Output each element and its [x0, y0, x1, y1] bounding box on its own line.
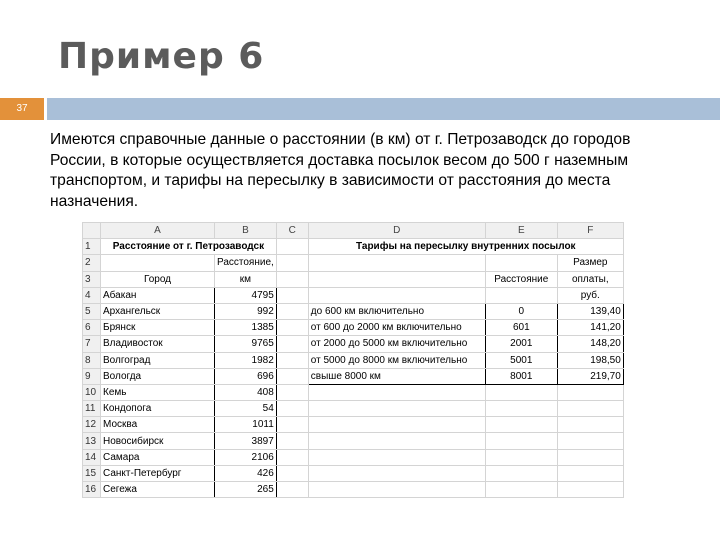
title-divider-bar: [47, 98, 720, 120]
cell[interactable]: [276, 465, 308, 481]
cell[interactable]: [276, 320, 308, 336]
cell[interactable]: [276, 239, 308, 255]
cell-city[interactable]: Новосибирск: [101, 433, 215, 449]
row-header-1[interactable]: 1: [83, 239, 101, 255]
table-row: [83, 271, 624, 287]
row-header-13[interactable]: 13: [83, 433, 101, 449]
cell-tariff-label[interactable]: от 600 до 2000 км включительно: [308, 320, 485, 336]
cell-tariff-price[interactable]: 148,20: [557, 336, 623, 352]
cell-city[interactable]: Самара: [101, 449, 215, 465]
cell[interactable]: [276, 303, 308, 319]
row-header-15[interactable]: 15: [83, 465, 101, 481]
cell-tariff-distance[interactable]: [485, 465, 557, 481]
cell-tariff-label[interactable]: от 2000 до 5000 км включительно: [308, 336, 485, 352]
row-header-9[interactable]: 9: [83, 368, 101, 384]
cell-km[interactable]: 408: [215, 384, 277, 400]
column-header-B[interactable]: B: [215, 223, 277, 239]
cell-city[interactable]: Кемь: [101, 384, 215, 400]
table-row: [83, 401, 624, 417]
cell-tariff-price[interactable]: [557, 465, 623, 481]
cell-km[interactable]: 9765: [215, 336, 277, 352]
cell-km[interactable]: 1011: [215, 417, 277, 433]
cell-tariff-label[interactable]: [308, 433, 485, 449]
cell-tariff-label[interactable]: свыше 8000 км: [308, 368, 485, 384]
table-row: [83, 352, 624, 368]
cell-tariff-price[interactable]: [557, 433, 623, 449]
row-header-2[interactable]: 2: [83, 255, 101, 271]
cell-km[interactable]: 992: [215, 303, 277, 319]
table-row: [83, 368, 624, 384]
cell-city[interactable]: Сегежа: [101, 482, 215, 498]
cell-tariff-distance[interactable]: 5001: [485, 352, 557, 368]
cell[interactable]: [276, 352, 308, 368]
cell[interactable]: [276, 449, 308, 465]
cell-km[interactable]: 2106: [215, 449, 277, 465]
slide-number: 37: [0, 98, 44, 120]
cell-city[interactable]: Москва: [101, 417, 215, 433]
cell-col-price[interactable]: Размер: [557, 255, 623, 271]
cell-tariff-distance[interactable]: [485, 287, 557, 303]
column-header-C[interactable]: C: [276, 223, 308, 239]
cell-city[interactable]: Кондопога: [101, 401, 215, 417]
column-header-D[interactable]: D: [308, 223, 485, 239]
cell-km[interactable]: 265: [215, 482, 277, 498]
row-header-8[interactable]: 8: [83, 352, 101, 368]
spreadsheet: [82, 222, 630, 500]
cell-km[interactable]: 1385: [215, 320, 277, 336]
cell-tariff-label[interactable]: [308, 401, 485, 417]
column-header-A[interactable]: A: [101, 223, 215, 239]
table-row: [83, 303, 624, 319]
cell-city[interactable]: Владивосток: [101, 336, 215, 352]
cell[interactable]: [308, 271, 485, 287]
column-header-F[interactable]: F: [557, 223, 623, 239]
cell-tariff-label[interactable]: [308, 384, 485, 400]
cell-header-distance[interactable]: Расстояние от г. Петрозаводск: [101, 239, 277, 255]
cell-tariff-distance[interactable]: [485, 449, 557, 465]
cell[interactable]: [276, 271, 308, 287]
cell-col-city[interactable]: Город: [101, 271, 215, 287]
table-row: [83, 336, 624, 352]
cell-col-distance[interactable]: Расстояние,: [215, 255, 277, 271]
cell-tariff-distance[interactable]: [485, 417, 557, 433]
table-row: [83, 255, 624, 271]
row-header-6[interactable]: 6: [83, 320, 101, 336]
table-row: [83, 239, 624, 255]
cell-tariff-label[interactable]: [308, 287, 485, 303]
cell-tariff-distance[interactable]: [485, 384, 557, 400]
cell-tariff-label[interactable]: до 600 км включительно: [308, 303, 485, 319]
cell-tariff-price[interactable]: руб.: [557, 287, 623, 303]
cell[interactable]: [276, 384, 308, 400]
row-header-14[interactable]: 14: [83, 449, 101, 465]
cell-tariff-price[interactable]: 198,50: [557, 352, 623, 368]
cell-city[interactable]: Вологда: [101, 368, 215, 384]
cell-tariff-distance[interactable]: [485, 482, 557, 498]
row-header-12[interactable]: 12: [83, 417, 101, 433]
cell-tariff-label[interactable]: от 5000 до 8000 км включительно: [308, 352, 485, 368]
row-header-4[interactable]: 4: [83, 287, 101, 303]
slide-body-text: Имеются справочные данные о расстоянии (в км) от г. Петрозаводск до городов России, в которые осуществляется доставка посылок весом до 500 г наземным транспортом, и тарифы на пересылку в зависимости от расстояния до места назначения.: [50, 131, 631, 210]
cell-col-price-2[interactable]: оплаты,: [557, 271, 623, 287]
row-header-5[interactable]: 5: [83, 303, 101, 319]
slide-title: Пример 6: [58, 36, 265, 77]
select-all-corner[interactable]: [83, 223, 101, 239]
row-header-10[interactable]: 10: [83, 384, 101, 400]
cell[interactable]: [276, 336, 308, 352]
cell-tariff-price[interactable]: [557, 449, 623, 465]
table-row: [83, 482, 624, 498]
cell-km[interactable]: 426: [215, 465, 277, 481]
cell[interactable]: [276, 368, 308, 384]
cell-tariff-distance[interactable]: 0: [485, 303, 557, 319]
cell-city[interactable]: Санкт-Петербург: [101, 465, 215, 481]
cell-km[interactable]: 696: [215, 368, 277, 384]
cell-tariff-price[interactable]: 141,20: [557, 320, 623, 336]
cell-tariff-price[interactable]: 219,70: [557, 368, 623, 384]
cell-city[interactable]: Волгоград: [101, 352, 215, 368]
cell-km[interactable]: 4795: [215, 287, 277, 303]
table-row: [83, 465, 624, 481]
cell-km[interactable]: 1982: [215, 352, 277, 368]
cell[interactable]: [276, 401, 308, 417]
table-row: [83, 417, 624, 433]
table-row: [83, 384, 624, 400]
row-header-11[interactable]: 11: [83, 401, 101, 417]
cell-tariff-label[interactable]: [308, 417, 485, 433]
cell-tariff-price[interactable]: [557, 417, 623, 433]
cell-km[interactable]: 54: [215, 401, 277, 417]
row-header-3[interactable]: 3: [83, 271, 101, 287]
cell-tariff-label[interactable]: [308, 465, 485, 481]
cell[interactable]: [101, 255, 215, 271]
cell-tariff-label[interactable]: [308, 482, 485, 498]
row-header-16[interactable]: 16: [83, 482, 101, 498]
cell[interactable]: [308, 255, 485, 271]
column-header-row: [83, 223, 624, 239]
cell-km[interactable]: 3897: [215, 433, 277, 449]
cell-tariff-price[interactable]: [557, 482, 623, 498]
cell[interactable]: [276, 482, 308, 498]
cell-tariff-distance[interactable]: 8001: [485, 368, 557, 384]
cell[interactable]: [276, 417, 308, 433]
cell-city[interactable]: Архангельск: [101, 303, 215, 319]
table-row: [83, 433, 624, 449]
cell-tariff-distance[interactable]: 601: [485, 320, 557, 336]
table-row: [83, 320, 624, 336]
cell-tariff-price[interactable]: [557, 384, 623, 400]
cell-city[interactable]: Брянск: [101, 320, 215, 336]
cell[interactable]: [276, 255, 308, 271]
cell-tariff-price[interactable]: [557, 401, 623, 417]
cell[interactable]: [276, 287, 308, 303]
spreadsheet-grid: [82, 222, 624, 498]
table-row: [83, 287, 624, 303]
cell-col-e-distance[interactable]: Расстояние: [485, 271, 557, 287]
cell-tariff-distance[interactable]: [485, 401, 557, 417]
cell-tariff-distance[interactable]: 2001: [485, 336, 557, 352]
cell-header-tariffs[interactable]: Тарифы на пересылку внутренних посылок: [308, 239, 623, 255]
row-header-7[interactable]: 7: [83, 336, 101, 352]
cell-tariff-price[interactable]: 139,40: [557, 303, 623, 319]
column-header-E[interactable]: E: [485, 223, 557, 239]
cell-tariff-label[interactable]: [308, 449, 485, 465]
cell[interactable]: [485, 255, 557, 271]
cell-col-km[interactable]: км: [215, 271, 277, 287]
cell-tariff-distance[interactable]: [485, 433, 557, 449]
table-row: [83, 449, 624, 465]
cell-city[interactable]: Абакан: [101, 287, 215, 303]
cell[interactable]: [276, 433, 308, 449]
